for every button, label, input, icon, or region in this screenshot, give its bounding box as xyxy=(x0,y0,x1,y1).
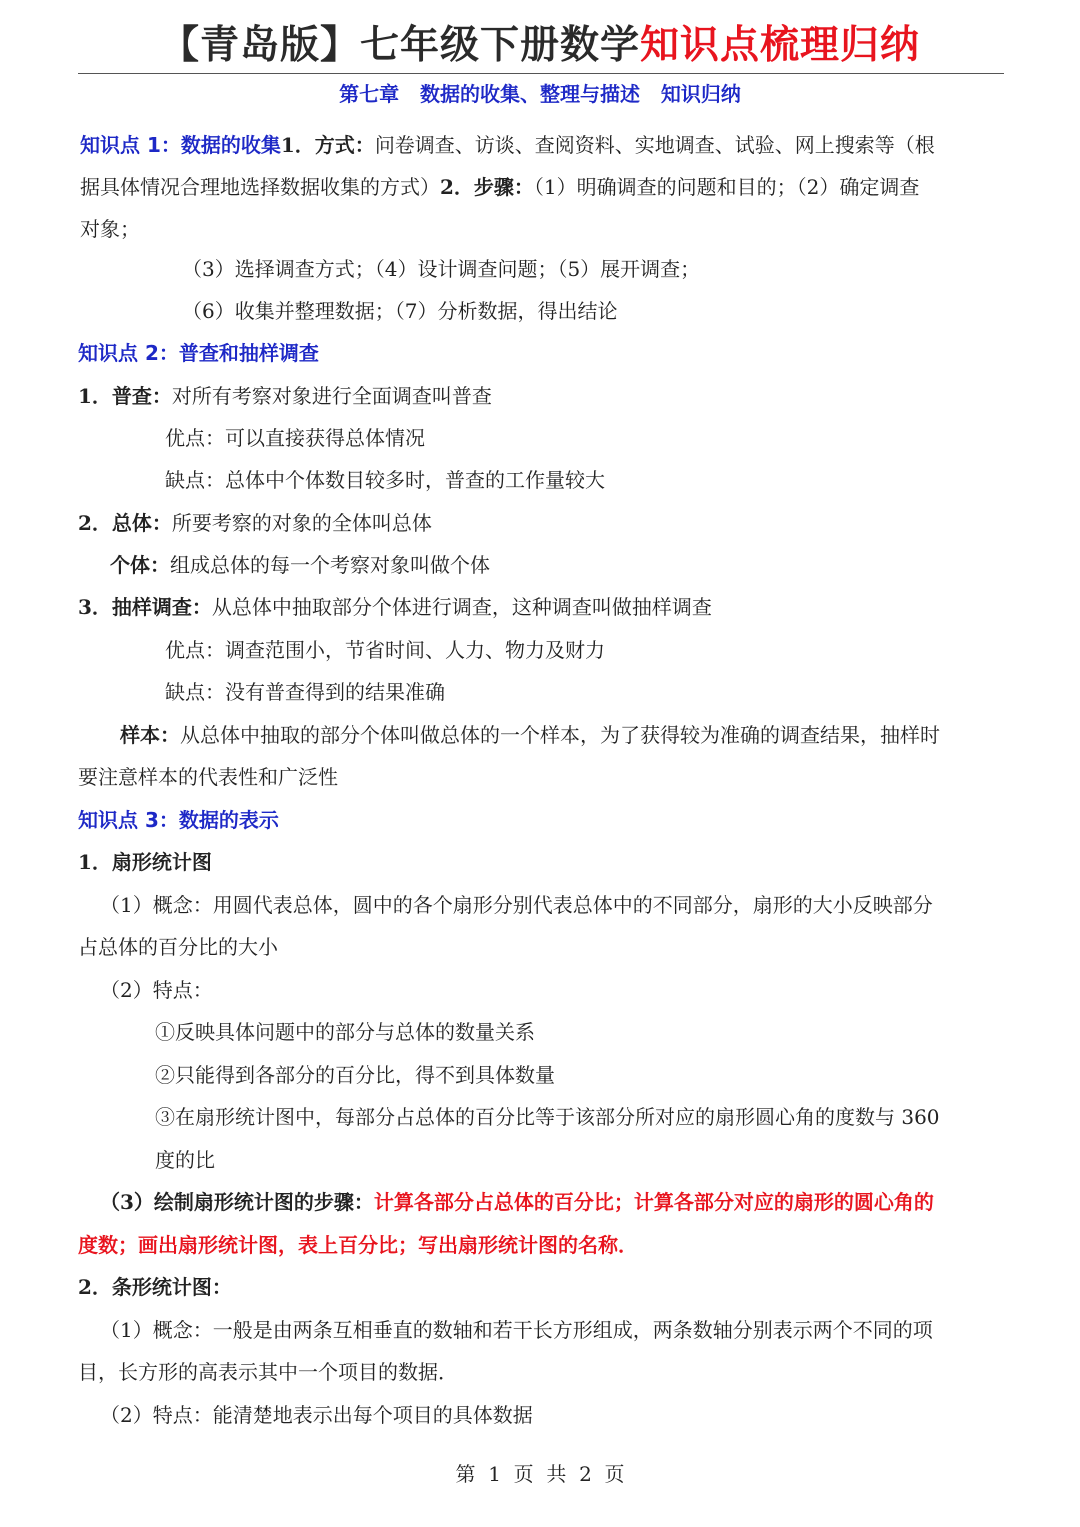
pie-steps-text: 计算各部分占总体的百分比；计算各部分对应的扇形的圆心角的 xyxy=(373,1190,934,1214)
title-main: 【青岛版】七年级下册数学 xyxy=(159,23,640,68)
kp1-steps-text: （1）明确调查的问题和目的；（2）确定调查 xyxy=(533,175,920,199)
population-label: 2．总体： xyxy=(78,511,172,535)
census-text: 对所有考察对象进行全面调查叫普查 xyxy=(171,384,492,408)
sampling-con: 缺点：没有普查得到的结果准确 xyxy=(165,680,445,704)
pie-concept-cont: 占总体的百分比的大小 xyxy=(78,935,278,959)
sample-label: 样本： xyxy=(120,723,180,747)
kp3-heading: 知识点 3：数据的表示 xyxy=(78,808,279,832)
sampling-line xyxy=(78,593,712,621)
sampling-label: 3．抽样调查： xyxy=(78,595,212,619)
census-line xyxy=(78,382,492,410)
pie-steps-text-cont: 度数；画出扇形统计图，表上百分比；写出扇形统计图的名称． xyxy=(78,1233,638,1257)
sample-line xyxy=(120,721,940,749)
pie-feature-3: ③在扇形统计图中，每部分占总体的百分比等于该部分所对应的扇形圆心角的度数与 360 xyxy=(155,1105,940,1129)
individual-text: 组成总体的每一个考察对象叫做个体 xyxy=(170,553,490,577)
kp1-line-1 xyxy=(80,131,935,159)
individual-label: 个体： xyxy=(110,553,170,577)
population-line xyxy=(78,509,432,537)
pie-steps-label: （3）绘制扇形统计图的步骤： xyxy=(100,1190,374,1214)
pie-concept: （1）概念：用圆代表总体，圆中的各个扇形分别代表总体中的不同部分，扇形的大小反映部分 xyxy=(100,893,933,917)
population-text: 所要考察的对象的全体叫总体 xyxy=(171,511,432,535)
bar-concept: （1）概念：一般是由两条互相垂直的数轴和若干长方形组成，两条数轴分别表示两个不同的项 xyxy=(100,1318,933,1342)
chapter-heading: 第七章 数据的收集、整理与描述 知识归纳 xyxy=(339,82,741,106)
individual-line xyxy=(110,551,490,579)
sample-text: 从总体中抽取的部分个体叫做总体的一个样本，为了获得较为准确的调查结果，抽样时 xyxy=(180,723,940,747)
kp1-heading: 知识点 1：数据的收集 xyxy=(80,133,281,157)
kp1-steps-label: 2．步骤： xyxy=(440,175,534,199)
pie-feature-2: ②只能得到各部分的百分比，得不到具体数量 xyxy=(155,1063,555,1087)
sample-line-cont: 要注意样本的代表性和广泛性 xyxy=(78,765,338,789)
pie-feature-1: ①反映具体问题中的部分与总体的数量关系 xyxy=(155,1020,535,1044)
census-label: 1．普查： xyxy=(78,384,172,408)
kp1-method-text: 问卷调查、访谈、查阅资料、实地调查、试验、网上搜索等（根 xyxy=(374,133,935,157)
title-divider xyxy=(78,73,1004,74)
sampling-pro: 优点：调查范围小，节省时间、人力、物力及财力 xyxy=(165,638,605,662)
page-title xyxy=(0,14,1080,70)
kp1-line-4: （3）选择调查方式；（4）设计调查问题；（5）展开调查； xyxy=(182,257,701,281)
page-number: 第 1 页 共 2 页 xyxy=(455,1462,625,1486)
sampling-text: 从总体中抽取部分个体进行调查，这种调查叫做抽样调查 xyxy=(211,595,712,619)
pie-feature-3-cont: 度的比 xyxy=(155,1148,215,1172)
title-highlight: 知识点梳理归纳 xyxy=(640,23,921,68)
pie-features-label: （2）特点： xyxy=(100,978,213,1002)
kp1-method-text-cont: 据具体情况合理地选择数据收集的方式） xyxy=(80,175,440,199)
bar-concept-cont: 目，长方形的高表示其中一个项目的数据． xyxy=(78,1360,458,1384)
pie-chart-heading: 1．扇形统计图 xyxy=(78,850,212,874)
kp2-heading: 知识点 2：普查和抽样调查 xyxy=(78,341,319,365)
census-con: 缺点：总体中个体数目较多时，普查的工作量较大 xyxy=(165,468,605,492)
bar-features: （2）特点：能清楚地表示出每个项目的具体数据 xyxy=(100,1403,533,1427)
pie-steps-line xyxy=(100,1188,934,1216)
bar-chart-heading: 2．条形统计图： xyxy=(78,1275,232,1299)
kp1-line-2 xyxy=(80,173,919,201)
kp1-line-5: （6）收集并整理数据；（7）分析数据，得出结论 xyxy=(182,299,618,323)
census-pro: 优点：可以直接获得总体情况 xyxy=(165,426,425,450)
kp1-line-3: 对象； xyxy=(80,217,140,241)
kp1-method-label: 1．方式： xyxy=(280,133,375,157)
